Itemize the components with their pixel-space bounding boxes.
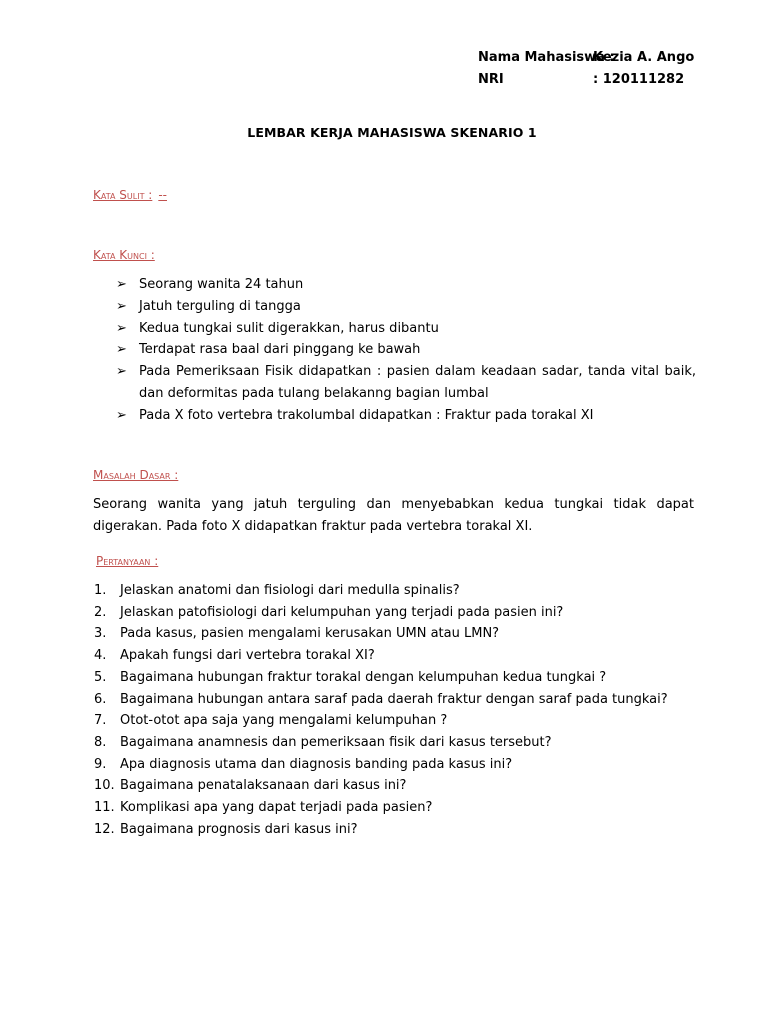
kata-kunci-heading: Kata Kunci :	[93, 248, 155, 262]
question-item	[94, 819, 694, 841]
list-item	[116, 361, 696, 405]
question-text: Pada kasus, pasien mengalami kerusakan UMN atau LMN?	[120, 626, 500, 642]
question-item	[94, 645, 694, 667]
question-item	[94, 667, 694, 689]
question-number: 9.	[94, 756, 107, 772]
kata-sulit-value: --	[158, 188, 167, 202]
arrow-bullet-icon: ➢	[116, 320, 127, 336]
question-text: Bagaimana anamnesis dan pemeriksaan fisik dari kasus tersebut?	[120, 734, 552, 750]
list-item	[116, 405, 696, 427]
pertanyaan-list	[94, 580, 694, 840]
student-name-row	[478, 47, 694, 69]
question-number: 11.	[94, 800, 115, 816]
question-number: 1.	[94, 583, 107, 598]
question-item	[94, 710, 694, 732]
kata-kunci-list	[116, 274, 696, 427]
question-item	[94, 754, 694, 776]
question-text: Otot-otot apa saja yang mengalami kelumpuhan ?	[120, 713, 448, 729]
question-item	[94, 797, 694, 819]
list-item-text: Kedua tungkai sulit digerakkan, harus dibantu	[139, 320, 439, 336]
question-text: Apa diagnosis utama dan diagnosis banding pada kasus ini?	[120, 756, 513, 772]
question-text: Komplikasi apa yang dapat terjadi pada pasien?	[120, 800, 433, 816]
list-item	[116, 296, 696, 318]
kata-sulit-heading-label: Kata Sulit :	[93, 188, 153, 202]
list-item	[116, 318, 696, 340]
question-number: 12.	[94, 821, 115, 837]
question-number: 8.	[94, 734, 107, 750]
question-item	[94, 689, 694, 711]
question-number: 6.	[94, 691, 107, 707]
arrow-bullet-icon: ➢	[116, 277, 127, 292]
list-item-text: Terdapat rasa baal dari pinggang ke bawah	[139, 342, 421, 358]
student-nri-row	[478, 69, 694, 91]
question-item	[94, 623, 694, 645]
list-item-text: Jatuh terguling di tangga	[139, 298, 301, 314]
arrow-bullet-icon: ➢	[116, 298, 127, 314]
question-text: Apakah fungsi dari vertebra torakal XI?	[120, 648, 375, 664]
question-text: Jelaskan anatomi dan fisiologi dari medulla spinalis?	[120, 583, 460, 598]
question-number: 4.	[94, 648, 107, 664]
masalah-dasar-heading: Masalah Dasar :	[93, 468, 179, 482]
student-name-label: Nama Mahasiswa :	[478, 50, 615, 65]
question-number: 10.	[94, 778, 115, 794]
question-text: Bagaimana penatalaksanaan dari kasus ini?	[120, 778, 407, 794]
question-number: 5.	[94, 669, 107, 685]
question-text: Bagaimana hubungan fraktur torakal dengan kelumpuhan kedua tungkai ?	[120, 669, 607, 685]
question-number: 2.	[94, 604, 107, 620]
list-item-text: Pada Pemeriksaan Fisik didapatkan : pasien dalam keadaan sadar, tanda vital baik, dan deformitas pada tulang belakanng bagian lumbal	[139, 364, 696, 401]
list-item	[116, 339, 696, 361]
question-text: Jelaskan patofisiologi dari kelumpuhan yang terjadi pada pasien ini?	[120, 604, 564, 620]
pertanyaan-heading: Pertanyaan :	[96, 554, 159, 568]
arrow-bullet-icon: ➢	[116, 407, 127, 423]
student-name-value: Kezia A. Ango	[593, 50, 695, 65]
list-item	[116, 274, 696, 296]
question-item	[94, 580, 694, 602]
masalah-dasar-text: Seorang wanita yang jatuh terguling dan menyebabkan kedua tungkai tidak dapat digerakan. Pada foto X didapatkan fraktur pada vertebra torakal XI.	[93, 497, 694, 534]
question-number: 3.	[94, 626, 107, 642]
question-text: Bagaimana prognosis dari kasus ini?	[120, 821, 358, 837]
question-item	[94, 732, 694, 754]
list-item-text: Pada X foto vertebra trakolumbal didapatkan : Fraktur pada torakal XI	[139, 407, 594, 423]
student-nri-label: NRI	[478, 72, 504, 87]
arrow-bullet-icon: ➢	[116, 364, 127, 380]
kata-sulit-heading	[93, 188, 167, 202]
question-text: Bagaimana hubungan antara saraf pada daerah fraktur dengan saraf pada tungkai?	[120, 691, 668, 707]
document-title: LEMBAR KERJA MAHASISWA SKENARIO 1	[247, 125, 537, 140]
question-item	[94, 775, 694, 797]
arrow-bullet-icon: ➢	[116, 342, 127, 358]
question-number: 7.	[94, 713, 107, 729]
question-item	[94, 602, 694, 624]
student-identity	[478, 47, 694, 91]
list-item-text: Seorang wanita 24 tahun	[139, 277, 304, 292]
student-nri-value: : 120111282	[593, 72, 685, 87]
